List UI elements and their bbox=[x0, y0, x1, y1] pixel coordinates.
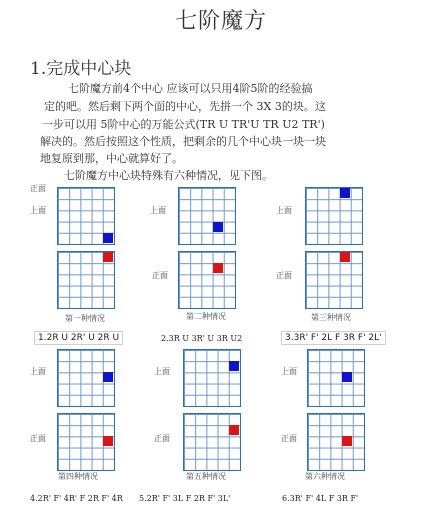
front-face-grid bbox=[183, 413, 241, 471]
case-caption: 第三种情况 bbox=[311, 313, 351, 322]
top-face-grid bbox=[305, 187, 363, 245]
front-label: 正面 bbox=[30, 434, 46, 443]
case-caption: 第一种情况 bbox=[65, 314, 105, 323]
paragraph-line-5: 地复原到那，中心就算好了。 bbox=[40, 152, 183, 165]
blue-center-piece bbox=[229, 361, 239, 371]
paragraph-line-1: 七阶魔方前4个中心 应该可以只用4阶5阶的经验搞 bbox=[68, 82, 313, 95]
case-algorithm: 6.3R' F' 4L F 3R F' bbox=[282, 494, 359, 503]
case-caption: 第六种情况 bbox=[305, 472, 345, 481]
case-algorithm: 2.3R U 3R' U 3R U2 bbox=[161, 334, 243, 343]
top-label: 上面 bbox=[150, 206, 166, 215]
blue-center-piece bbox=[340, 188, 350, 198]
paragraph-line-2: 定的吧。然后剩下两个面的中心，先拼一个 3X 3的块。这 bbox=[44, 100, 326, 113]
top-label: 上面 bbox=[281, 367, 297, 376]
red-center-piece bbox=[213, 263, 223, 273]
front-face-grid bbox=[57, 413, 115, 471]
blue-center-piece bbox=[103, 233, 113, 243]
page-title: 七阶魔方 bbox=[174, 9, 267, 34]
red-center-piece bbox=[229, 425, 239, 435]
top-label: 上面 bbox=[30, 206, 46, 215]
red-center-piece bbox=[103, 436, 113, 446]
front-label: 正面 bbox=[281, 434, 297, 443]
top-face-grid bbox=[307, 349, 365, 407]
front-face-grid bbox=[57, 251, 115, 309]
front-face-grid bbox=[307, 413, 365, 471]
case-caption: 第五种情况 bbox=[186, 472, 226, 481]
top-face-grid bbox=[57, 187, 115, 245]
front-label: 正面 bbox=[154, 434, 170, 443]
top-face-grid bbox=[57, 349, 115, 407]
case-caption: 第四种情况 bbox=[58, 472, 98, 481]
front-face-grid bbox=[178, 251, 236, 309]
blue-center-piece bbox=[342, 372, 352, 382]
case-algorithm: 5.2R' F' 3L F 2R F' 3L' bbox=[139, 494, 231, 503]
top-face-grid bbox=[183, 349, 241, 407]
case-algorithm: 3.3R' F' 2L F 3R F' 2L' bbox=[281, 331, 386, 345]
intro-line: 七阶魔方中心块特殊有六种情况，见下图。 bbox=[64, 169, 273, 182]
paragraph-line-3: 一步可以用 5阶中心的万能公式(TR U TR'U TR U2 TR') bbox=[42, 118, 325, 131]
front-label: 正面 bbox=[276, 271, 292, 280]
top-label: 上面 bbox=[30, 367, 46, 376]
front-label: 正面 bbox=[152, 271, 168, 280]
top-face-grid bbox=[178, 187, 236, 245]
red-center-piece bbox=[340, 252, 350, 262]
case-algorithm: 1.2R U 2R' U 2R U bbox=[34, 331, 123, 345]
case-algorithm: 4.2R' F' 4R' F 2R F' 4R bbox=[30, 494, 123, 503]
top-label: 上面 bbox=[276, 206, 292, 215]
blue-center-piece bbox=[103, 372, 113, 382]
top-label: 上面 bbox=[154, 367, 170, 376]
front-face-grid bbox=[305, 251, 363, 309]
red-center-piece bbox=[103, 252, 113, 262]
paragraph-line-4: 解决的。然后按照这个性质，把剩余的几个中心块一块一块 bbox=[40, 135, 326, 148]
blue-center-piece bbox=[213, 222, 223, 232]
red-center-piece bbox=[342, 436, 352, 446]
front-label: 正面 bbox=[30, 184, 46, 193]
section-heading: 1.完成中心块 bbox=[30, 59, 132, 79]
case-caption: 第二种情况 bbox=[186, 312, 226, 321]
